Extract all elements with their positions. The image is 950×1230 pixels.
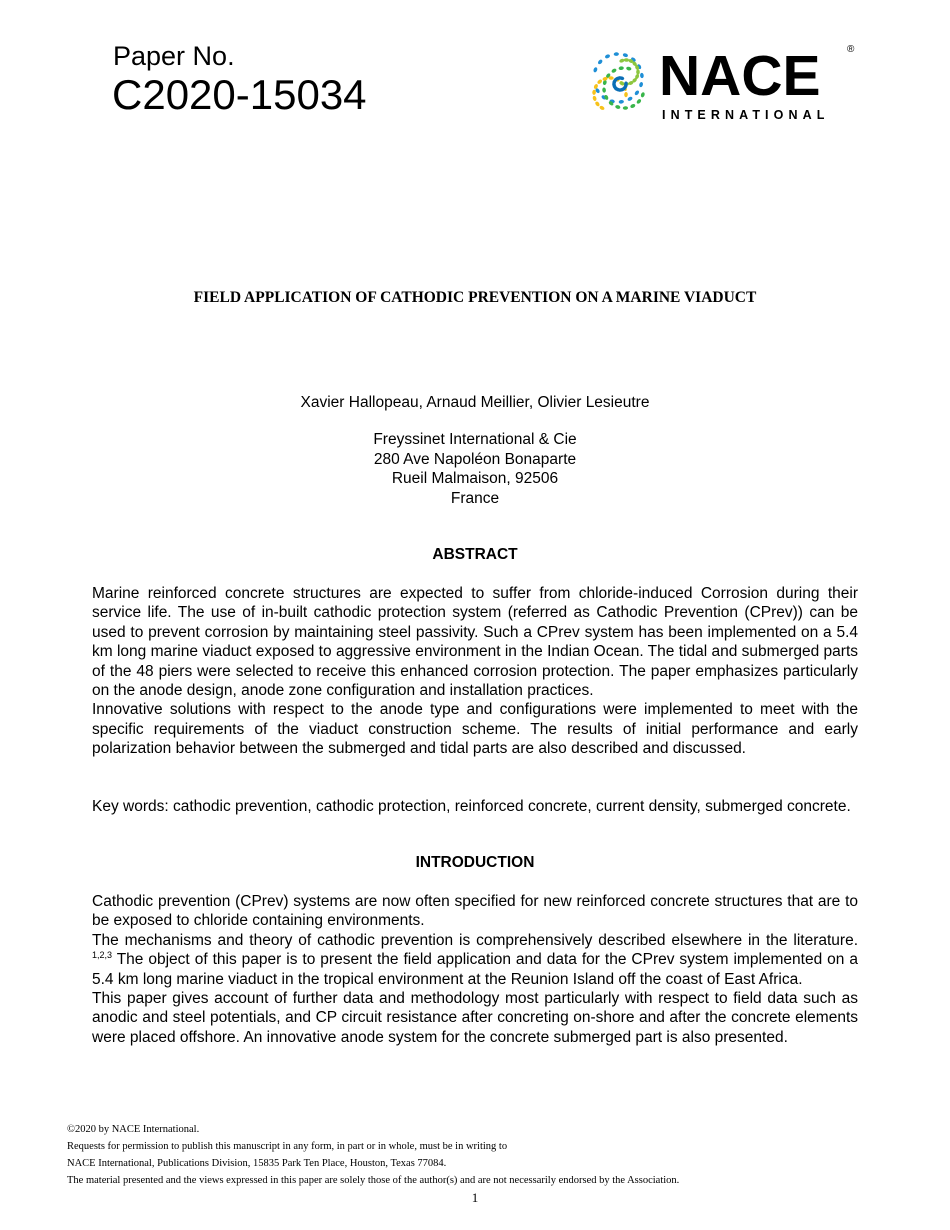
paragraph-text: The mechanisms and theory of cathodic prevention is comprehensively described elsewhere in the literature. [92,931,858,949]
logo-dot [592,95,597,101]
logo-dot [640,73,644,79]
logo-dot [624,58,629,62]
abstract-body [92,584,858,759]
logo-dot [639,82,644,88]
footer-line: NACE International, Publications Division, 15835 Park Ten Place, Houston, Texas 77084. [67,1158,447,1169]
page-number: 1 [471,1190,479,1205]
logo-dot [634,90,640,96]
footer-line: The material presented and the views expressed in this paper are solely those of the author(s) and are not necessarily endorsed by the Association. [67,1175,680,1186]
abstract-heading: ABSTRACT [432,546,518,563]
logo-subtitle: INTERNATIONAL [662,108,830,122]
logo-dot [615,104,621,109]
paper-number-label: Paper No. [113,41,235,71]
logo-dot [614,52,619,56]
logo-dot [611,68,617,74]
affiliation-block [0,430,950,508]
keywords: Key words: cathodic prevention, cathodic protection, reinforced concrete, current density, submerged concrete. [92,798,851,815]
logo-dot [602,87,606,93]
author-list: Xavier Hallopeau, Arnaud Meillier, Olivier Lesieutre [300,394,650,411]
logo-wordmark: NACE [659,44,821,108]
paper-number: C2020-15034 [112,71,367,118]
logo-dot [597,59,603,65]
introduction-heading: INTRODUCTION [415,854,535,871]
logo-dot [636,98,642,104]
logo-dot [593,67,598,73]
logo-dot [624,92,628,97]
footer-line: ©2020 by NACE International. [67,1124,200,1135]
logo-dot [597,79,603,85]
affiliation-line: Freyssinet International & Cie [373,431,577,448]
citation-refs: 1,2,3 [92,950,113,961]
paragraph-text: The object of this paper is to present the field application and data for the CPrev system implemented on a 5.4 km long marine viaduct in the tropical environment at the Reunion Island off the coast of East Africa. [92,951,858,988]
logo-dot [626,66,632,71]
introduction-paragraph [92,931,858,989]
affiliation-line: 280 Ave Napoléon Bonaparte [373,450,577,468]
logo-dot [622,53,628,58]
footer-line: Requests for permission to publish this manuscript in any form, in part or in whole, must be in writing to [67,1141,508,1152]
logo-dot [618,100,624,104]
logo-dot [640,92,645,98]
logo-dot [627,96,633,102]
logo-dot [592,90,596,96]
logo-dot [623,106,628,110]
introduction-paragraph: Cathodic prevention (CPrev) systems are now often specified for new reinforced concrete structures that are to be exposed to chloride containing environments. [92,893,858,930]
logo-dot [619,81,625,86]
abstract-paragraph: Marine reinforced concrete structures are expected to suffer from chloride-induced Corrosion during their service life. The use of in-built cathodic protection system (referred as Cathodic Prevention (CPrev)) can be used to prevent corrosion by maintaining steel passivity. Such a CPrev system has been implemented on a 5.4 km long marine viaduct exposed to aggressive environment in the Indian Ocean. The tidal and submerged parts of the 48 piers were selected to receive this enhanced corrosion protection. The paper emphasizes particularly on the anode design, anode zone configuration and installation practices. [92,585,858,700]
logo-dot [618,66,624,70]
introduction-body [92,892,858,1047]
abstract-paragraph: Innovative solutions with respect to the anode type and configurations were implemented to meet with the specific requirements of the viaduct construction scheme. The results of initial performance and early polarization behavior between the submerged and tidal parts are also described and discussed. [92,701,858,758]
logo-dot [599,105,605,111]
paper-title: FIELD APPLICATION OF CATHODIC PREVENTION ON A MARINE VIADUCT [193,289,757,306]
logo-dot [636,69,640,74]
logo-dot [604,54,610,60]
logo-dot [594,101,600,107]
copyright-footer [67,1121,679,1189]
affiliation-line: France [450,489,500,507]
logo-registered-mark: ® [847,44,855,55]
logo-dot [630,103,636,109]
affiliation-line: Rueil Malmaison, 92506 [391,470,559,487]
introduction-paragraph: This paper gives account of further data and methodology most particularly with respect to field data such as anodic and steel potentials, and CP circuit resistance after concreting on-shore and after the concrete elements were placed offshore. An innovative anode system for the concrete submerged part is also presented. [92,990,858,1046]
